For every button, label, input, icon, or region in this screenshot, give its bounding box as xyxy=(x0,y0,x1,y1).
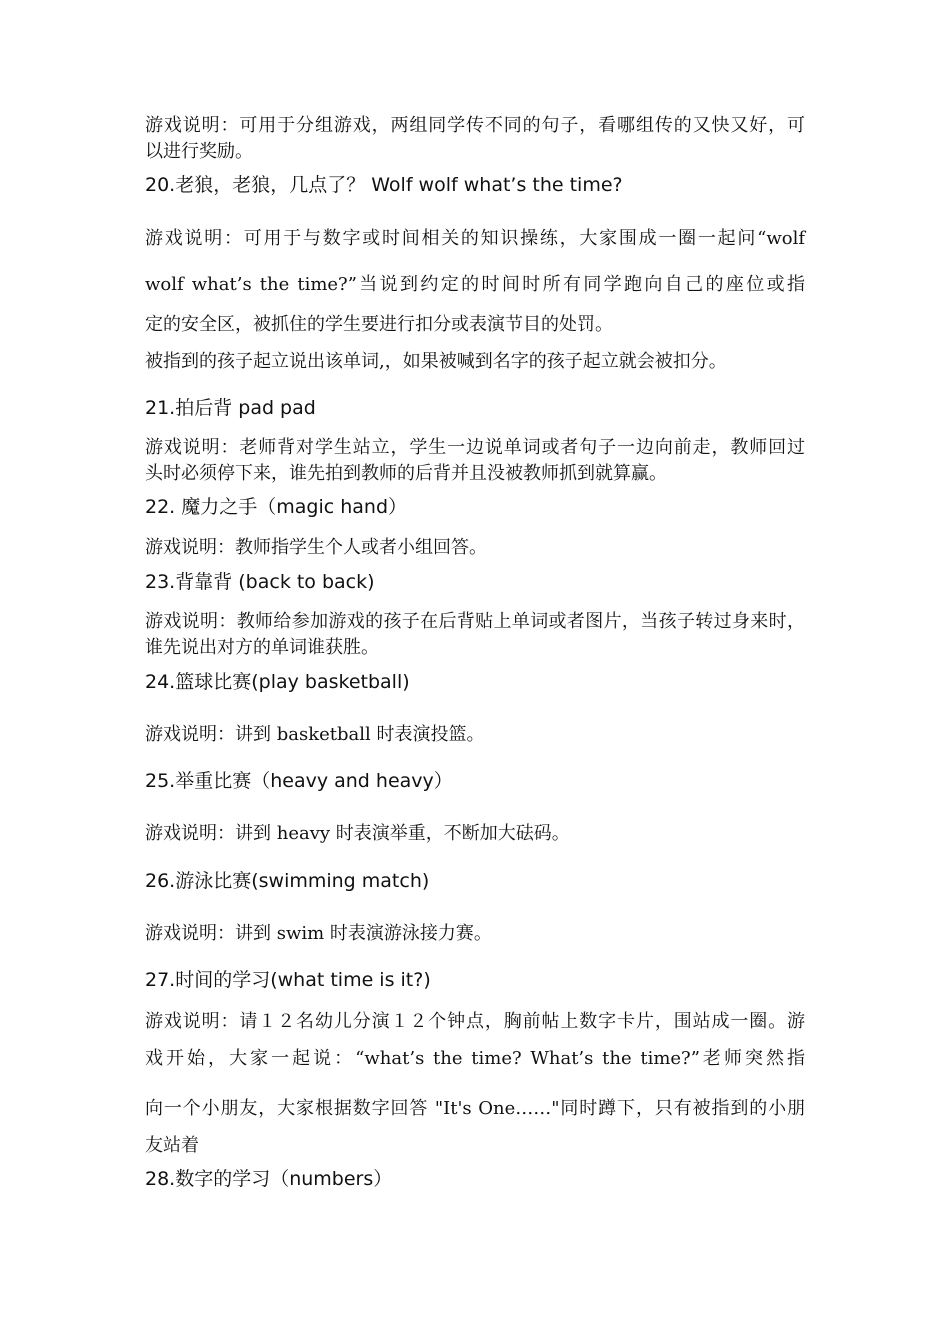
game-description-line: 游戏说明：教师给参加游戏的孩子在后背贴上单词或者图片，当孩子转过身来时， xyxy=(145,611,805,632)
game-heading: 20.老狼，老狼，几点了？ Wolf wolf what’s the time? xyxy=(145,174,623,196)
game-heading: 21.拍后背 pad pad xyxy=(145,397,316,419)
game-description-line: 游戏说明：讲到 swim 时表演游泳接力赛。 xyxy=(145,923,492,944)
game-description-line: 被指到的孩子起立说出该单词,，如果被喊到名字的孩子起立就会被扣分。 xyxy=(145,351,727,372)
game-description-line: 谁先说出对方的单词谁获胜。 xyxy=(145,637,379,658)
game-description-line: 向一个小朋友，大家根据数字回答 "It's One……"同时蹲下，只有被指到的小朋 xyxy=(145,1098,805,1119)
game-heading: 22. 魔力之手（magic hand） xyxy=(145,496,408,518)
game-description-line: 友站着 xyxy=(145,1135,199,1156)
game-description-line: 以进行奖励。 xyxy=(145,141,253,162)
game-heading: 24.篮球比赛(play basketball) xyxy=(145,671,410,693)
game-description-line: 游戏说明：教师指学生个人或者小组回答。 xyxy=(145,537,487,558)
game-description-line: 定的安全区，被抓住的学生要进行扣分或表演节目的处罚。 xyxy=(145,314,613,335)
game-description-line: 游戏说明：老师背对学生站立，学生一边说单词或者句子一边向前走，教师回过 xyxy=(145,437,805,458)
game-description-line: 游戏说明：讲到 basketball 时表演投篮。 xyxy=(145,724,485,745)
game-description-line: wolf what’s the time?”当说到约定的时间时所有同学跑向自己的座位或指 xyxy=(145,274,805,295)
game-heading: 27.时间的学习(what time is it?) xyxy=(145,969,431,991)
game-heading: 25.举重比赛（heavy and heavy） xyxy=(145,770,453,792)
game-description-line: 游戏说明：可用于与数字或时间相关的知识操练，大家围成一圈一起问“wolf xyxy=(145,228,805,249)
game-description-line: 游戏说明：请１２名幼儿分演１２个钟点，胸前帖上数字卡片，围站成一圈。游 xyxy=(145,1011,805,1032)
game-description-line: 头时必须停下来，谁先拍到教师的后背并且没被教师抓到就算赢。 xyxy=(145,463,667,484)
game-heading: 26.游泳比赛(swimming match) xyxy=(145,870,430,892)
game-heading: 23.背靠背 (back to back) xyxy=(145,571,375,593)
game-description-line: 戏开始，大家一起说：“what’s the time? What’s the time?”老师突然指 xyxy=(145,1048,805,1069)
game-description-line: 游戏说明：讲到 heavy 时表演举重，不断加大砝码。 xyxy=(145,823,570,844)
game-description-line: 游戏说明：可用于分组游戏，两组同学传不同的句子，看哪组传的又快又好，可 xyxy=(145,115,805,136)
game-heading: 28.数字的学习（numbers） xyxy=(145,1168,393,1190)
